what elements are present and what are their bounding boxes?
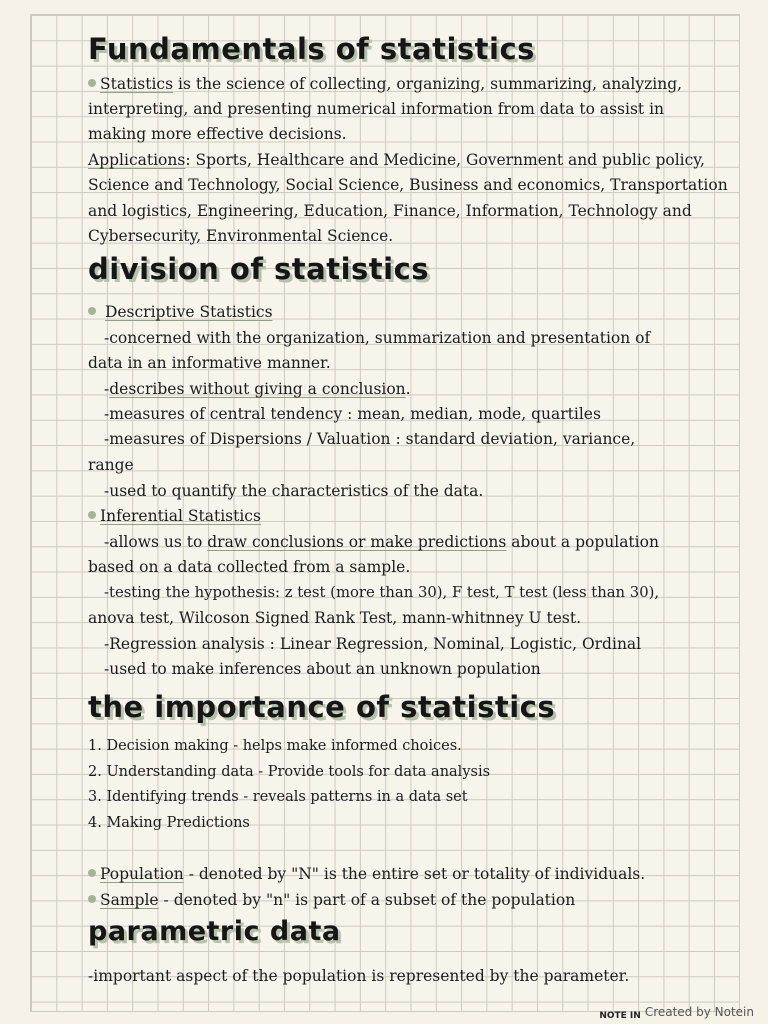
- bullet-icon: [88, 307, 96, 315]
- heading-parametric: parametric data: [88, 916, 341, 947]
- descriptive-point-3: -measures of central tendency : mean, median, mode, quartiles: [104, 405, 601, 423]
- applications-line: Applications: Sports, Healthcare and Medicine, Government and public policy,: [88, 151, 705, 169]
- inferential-point-3: -Regression analysis : Linear Regression, Nominal, Logistic, Ordinal: [104, 635, 642, 653]
- population-definition: Population - denoted by "N" is the entire set or totality of individuals.: [88, 864, 645, 884]
- inferential-point-4: -used to make inferences about an unknown population: [104, 660, 541, 678]
- bullet-icon: [88, 79, 96, 87]
- heading-division: division of statistics: [88, 252, 430, 286]
- bullet-icon: [88, 869, 96, 877]
- descriptive-title: Descriptive Statistics: [88, 302, 273, 322]
- descriptive-point-4b: range: [88, 456, 134, 474]
- heading-fundamentals: Fundamentals of statistics: [88, 32, 535, 66]
- bullet-icon: [88, 895, 96, 903]
- importance-item-2: 2. Understanding data - Provide tools for data analysis: [88, 764, 491, 780]
- footer-credit: NOTE IN Created by Notein: [599, 1005, 754, 1021]
- descriptive-point-4: -measures of Dispersions / Valuation : standard deviation, variance,: [104, 430, 636, 448]
- applications-line-2: Science and Technology, Social Science, Business and economics, Transportation: [88, 176, 728, 194]
- applications-term: Applications: [88, 151, 186, 169]
- inferential-point-2: -testing the hypothesis: z test (more than 30), F test, T test (less than 30),: [104, 584, 660, 601]
- definition-line-3: making more effective decisions.: [88, 125, 347, 143]
- bullet-icon: [88, 511, 96, 519]
- inferential-point-1: -allows us to draw conclusions or make predictions about a population: [104, 533, 659, 551]
- notein-logo-icon: NOTE IN: [599, 1011, 641, 1021]
- inferential-point-1b: based on a data collected from a sample.: [88, 558, 411, 576]
- inferential-title: Inferential Statistics: [88, 506, 261, 526]
- descriptive-point-1: -concerned with the organization, summarization and presentation of: [104, 329, 651, 347]
- importance-item-1: 1. Decision making - helps make informed choices.: [88, 738, 462, 754]
- statistics-term: Statistics: [100, 75, 174, 93]
- applications-line-3: and logistics, Engineering, Education, Finance, Information, Technology and: [88, 202, 692, 220]
- definition-line-2: interpreting, and presenting numerical information from data to assist in: [88, 100, 665, 118]
- statistics-definition: Statistics is the science of collecting, organizing, summarizing, analyzing,: [88, 74, 682, 94]
- importance-item-4: 4. Making Predictions: [88, 815, 250, 831]
- importance-item-3: 3. Identifying trends - reveals patterns in a data set: [88, 789, 468, 805]
- heading-importance: the importance of statistics: [88, 690, 556, 724]
- descriptive-point-1b: data in an informative manner.: [88, 354, 331, 372]
- descriptive-point-2: -describes without giving a conclusion.: [104, 380, 411, 398]
- sample-definition: Sample - denoted by "n" is part of a subset of the population: [88, 890, 575, 910]
- applications-line-4: Cybersecurity, Environmental Science.: [88, 227, 394, 245]
- parametric-point-1: -important aspect of the population is represented by the parameter.: [88, 967, 630, 985]
- descriptive-point-5: -used to quantify the characteristics of the data.: [104, 482, 484, 500]
- inferential-point-2b: anova test, Wilcoson Signed Rank Test, mann-whitnney U test.: [88, 609, 582, 627]
